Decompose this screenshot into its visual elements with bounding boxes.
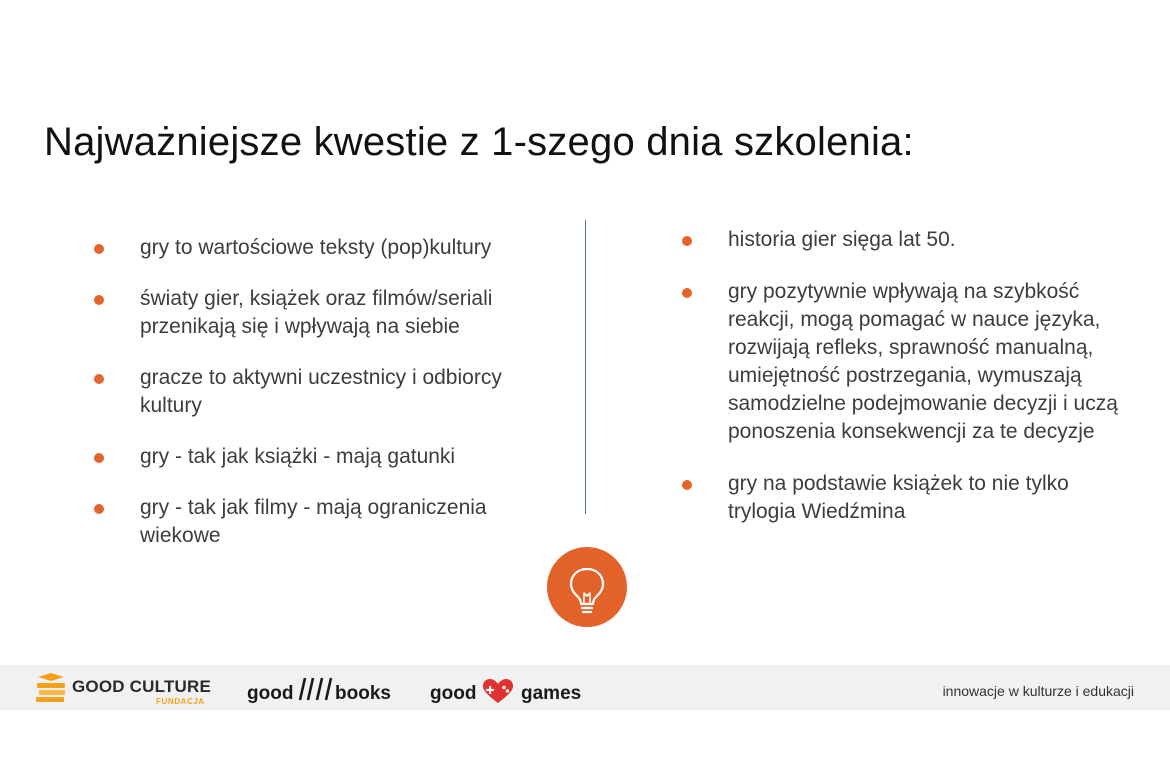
- bullet-text: gracze to aktywni uczestnicy i odbiorcy kultury: [140, 366, 502, 417]
- list-item: [92, 364, 552, 420]
- bullet-text: gry to wartościowe teksty (pop)kultury: [140, 236, 492, 259]
- column-divider: [585, 220, 586, 514]
- good-games-word-good: good: [430, 683, 477, 704]
- book-stack-icon: [34, 671, 68, 705]
- list-item: [92, 234, 552, 262]
- list-item: [680, 226, 1130, 254]
- good-culture-name: GOOD CULTURE: [72, 677, 212, 696]
- bullet-text: gry - tak jak filmy - mają ograniczenia wiekowe: [140, 496, 487, 547]
- good-books-logo: [247, 665, 407, 710]
- heart-gamepad-icon: [481, 678, 515, 704]
- bullet-text: historia gier sięga lat 50.: [728, 228, 956, 251]
- right-bullet-list: [680, 226, 1130, 550]
- good-culture-logo: [34, 665, 224, 710]
- left-bullet-list: [92, 234, 552, 573]
- good-games-logo: [430, 665, 600, 710]
- footer-bar: [0, 665, 1170, 710]
- bullet-dot: [682, 288, 692, 298]
- bullet-dot: [682, 236, 692, 246]
- bullet-dot: [94, 504, 104, 514]
- bullet-dot: [94, 453, 104, 463]
- bullet-dot: [94, 374, 104, 384]
- list-item: [92, 494, 552, 550]
- bullet-dot: [682, 480, 692, 490]
- book-spines-icon: [297, 674, 335, 702]
- good-games-word-games: games: [521, 683, 582, 704]
- lightbulb-icon: [547, 547, 627, 627]
- bullet-text: gry pozytywnie wpływają na szybkość reakcji, mogą pomagać w nauce języka, rozwijają refleks, sprawność manualną, umiejętność postrzegania, wymuszają samodzielne podejmowanie decyzji i uczą ponoszenia konsekwencji za te decyzje: [728, 280, 1118, 443]
- bullet-dot: [94, 295, 104, 305]
- good-culture-subtitle: FUNDACJA: [156, 697, 205, 706]
- bullet-text: gry - tak jak książki - mają gatunki: [140, 445, 456, 468]
- list-item: [92, 443, 552, 471]
- slide-title: Najważniejsze kwestie z 1-szego dnia szkolenia:: [44, 120, 914, 164]
- bullet-dot: [94, 244, 104, 254]
- tagline: innowacje w kulturze i edukacji: [942, 683, 1134, 699]
- lightbulb-badge: [547, 547, 627, 627]
- bullet-text: światy gier, książek oraz filmów/seriali przenikają się i wpływają na siebie: [140, 287, 493, 338]
- good-books-word-books: books: [335, 683, 391, 704]
- bullet-text: gry na podstawie książek to nie tylko trylogia Wiedźmina: [728, 472, 1069, 523]
- list-item: [680, 470, 1130, 526]
- list-item: [680, 278, 1130, 446]
- list-item: [92, 285, 552, 341]
- good-books-word-good: good: [247, 683, 294, 704]
